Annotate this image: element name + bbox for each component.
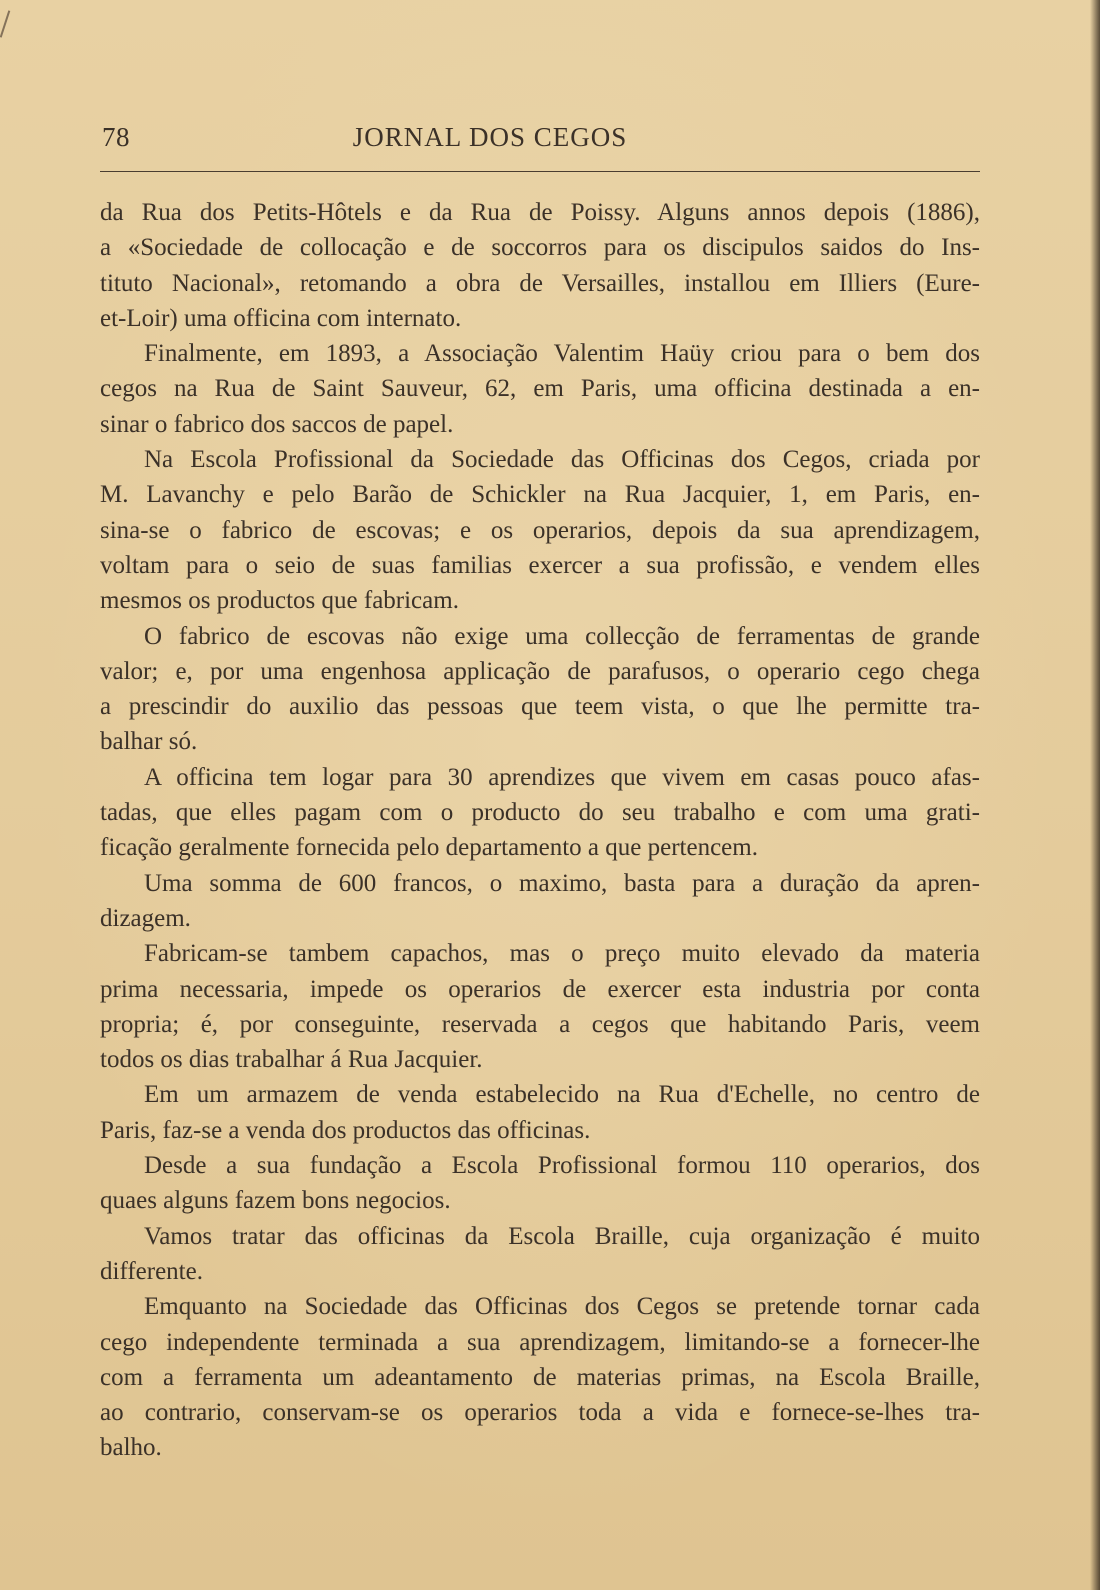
text-line: propria; é, por conseguinte, reservada a cegos que habitando Paris, veem bbox=[100, 1010, 980, 1038]
text-line: da Rua dos Petits-Hôtels e da Rua de Poissy. Alguns annos depois (1886), bbox=[100, 199, 980, 226]
text-line: a «Sociedade de collocação e de soccorros para os discipulos saidos do Ins- bbox=[100, 234, 980, 262]
running-title: JORNAL DOS CEGOS bbox=[352, 122, 628, 152]
page-number: 78 bbox=[102, 122, 130, 152]
text-line: O fabrico de escovas não exige uma collecção de ferramentas de grande bbox=[144, 622, 980, 650]
text-line: balho. bbox=[100, 1434, 162, 1462]
text-line: Finalmente, em 1893, a Associação Valentim Haüy criou para o bem dos bbox=[144, 340, 980, 368]
paragraph bbox=[100, 760, 980, 866]
paragraph bbox=[100, 442, 980, 618]
header-rule bbox=[100, 171, 980, 172]
paragraph bbox=[100, 195, 980, 336]
text-line: balhar só. bbox=[100, 728, 198, 756]
text-line: et-Loir) uma officina com internato. bbox=[100, 304, 462, 332]
text-line: Na Escola Profissional da Sociedade das Officinas dos Cegos, criada por bbox=[144, 446, 980, 474]
text-line: prima necessaria, impede os operarios de exercer esta industria por conta bbox=[100, 975, 980, 1003]
text-line: Desde a sua fundação a Escola Profissional formou 110 operarios, dos bbox=[144, 1152, 980, 1180]
text-line: Emquanto na Sociedade das Officinas dos Cegos se pretende tornar cada bbox=[144, 1293, 980, 1321]
paragraph bbox=[100, 866, 980, 937]
text-line: A officina tem logar para 30 aprendizes que vivem em casas pouco afas- bbox=[144, 763, 980, 791]
text-line: todos os dias trabalhar á Rua Jacquier. bbox=[100, 1046, 483, 1074]
text-line: ao contrario, conservam-se os operarios toda a vida e fornece-se-lhes tra- bbox=[100, 1399, 980, 1427]
text-line: a prescindir do auxilio das pessoas que teem vista, o que lhe permitte tra- bbox=[100, 693, 980, 721]
paragraph bbox=[100, 619, 980, 760]
text-line: Paris, faz-se a venda dos productos das officinas. bbox=[100, 1116, 591, 1144]
text-line: cegos na Rua de Saint Sauveur, 62, em Paris, uma officina destinada a en- bbox=[100, 375, 980, 403]
paragraph bbox=[100, 1219, 980, 1290]
text-line: Em um armazem de venda estabelecido na Rua d'Echelle, no centro de bbox=[144, 1081, 980, 1109]
text-line: tituto Nacional», retomando a obra de Versailles, installou em Illiers (Eure- bbox=[100, 269, 980, 297]
text-line: sina-se o fabrico de escovas; e os operarios, depois da sua aprendizagem, bbox=[100, 516, 980, 544]
paragraph bbox=[100, 1289, 980, 1465]
text-line: differente. bbox=[100, 1257, 203, 1285]
text-line: cego independente terminada a sua aprendizagem, limitando-se a fornecer-lhe bbox=[100, 1328, 980, 1356]
paragraph bbox=[100, 1148, 980, 1219]
text-line: quaes alguns fazem bons negocios. bbox=[100, 1187, 451, 1215]
text-line: dizagem. bbox=[100, 904, 191, 932]
text-line: mesmos os productos que fabricam. bbox=[100, 587, 459, 615]
running-header bbox=[100, 122, 980, 158]
text-line: voltam para o seio de suas familias exercer a sua profissão, e vendem elles bbox=[100, 551, 980, 579]
text-line: ficação geralmente fornecida pelo departamento a que pertencem. bbox=[100, 834, 758, 862]
text-line: Uma somma de 600 francos, o maximo, basta para a duração da apren- bbox=[144, 869, 980, 897]
text-line: tadas, que elles pagam com o producto do seu trabalho e com uma grati- bbox=[100, 799, 980, 827]
text-line: valor; e, por uma engenhosa applicação de parafusos, o operario cego chega bbox=[100, 657, 980, 685]
text-line: Vamos tratar das officinas da Escola Braille, cuja organização é muito bbox=[144, 1222, 980, 1250]
text-line: Fabricam-se tambem capachos, mas o preço muito elevado da materia bbox=[144, 940, 980, 968]
body-text bbox=[100, 195, 980, 1466]
page-edge-shadow bbox=[1090, 0, 1100, 1590]
text-line: com a ferramenta um adeantamento de materias primas, na Escola Braille, bbox=[100, 1363, 980, 1391]
paragraph bbox=[100, 936, 980, 1077]
text-line: sinar o fabrico dos saccos de papel. bbox=[100, 410, 454, 438]
corner-pencil-mark bbox=[0, 10, 10, 37]
text-line: M. Lavanchy e pelo Barão de Schickler na Rua Jacquier, 1, em Paris, en- bbox=[100, 481, 980, 509]
paragraph bbox=[100, 336, 980, 442]
paragraph bbox=[100, 1077, 980, 1148]
